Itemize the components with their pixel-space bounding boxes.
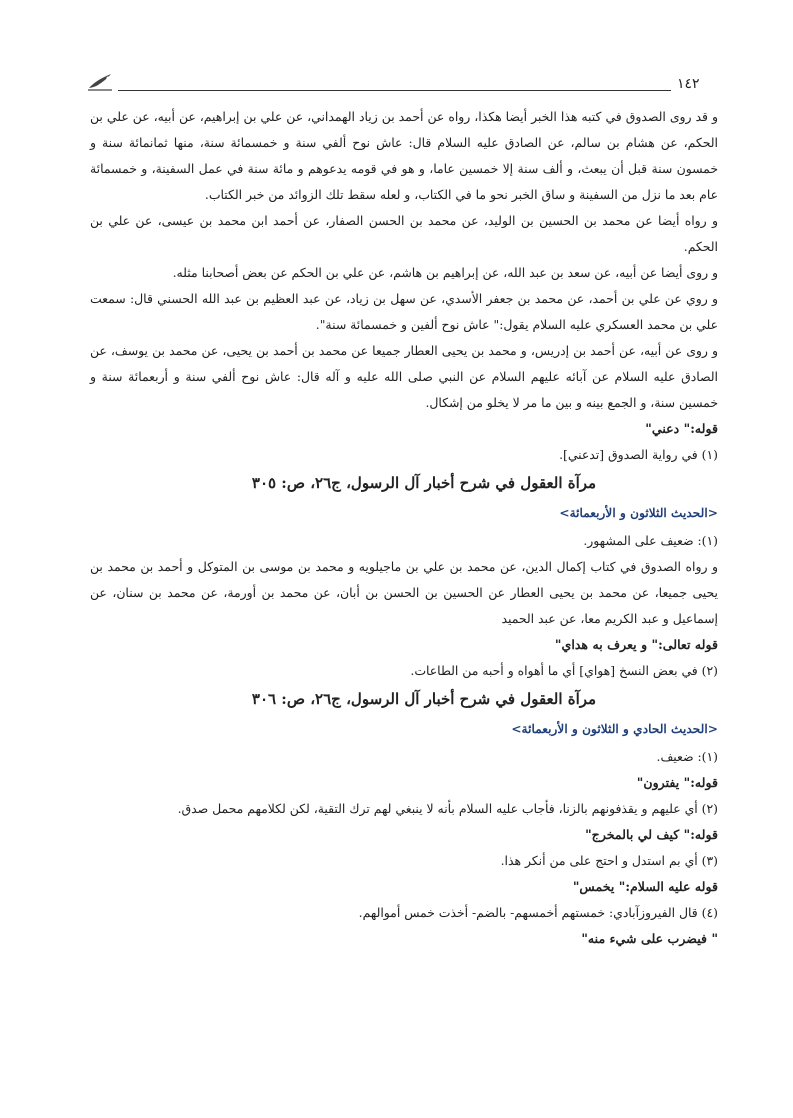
header-rule bbox=[118, 90, 671, 91]
section-title: مرآة العقول في شرح أخبار آل الرسول، ج‏٢٦، ص: ٣٠٦ bbox=[251, 690, 597, 708]
page-content bbox=[90, 104, 718, 952]
quote-heading: قوله:" كيف لي بالمخرج" bbox=[585, 827, 718, 842]
body-paragraph: و روى عن أبيه، عن أحمد بن إدريس، و محمد بن يحيى العطار جميعا عن محمد بن أحمد بن يحيى، عن محمد بن يوسف، عن الصادق عليه السلام عن آبائه عليهم السلام عن النبي صلى الله عليه و آله قال: عاش نوح ألفي سنة و أربعمائة سنة و خمسين سنة، و الجمع بينه و بين ما مر لا يخلو من إشكال. bbox=[90, 343, 718, 410]
hadith-heading: <الحديث الحادي و الثلاثون و الأربعمائة> bbox=[511, 722, 718, 736]
footnote: (١): ضعيف على المشهور. bbox=[583, 533, 718, 548]
quote-heading: قوله:" دعني" bbox=[645, 421, 718, 436]
body-paragraph: و رواه الصدوق في كتاب إكمال الدين، عن محمد بن علي بن ماجيلويه و محمد بن موسى بن المتوكل و أحمد بن محمد بن يحيى جميعا، عن محمد بن يحيى العطار عن الحسين بن الحسن بن أبان، عن محمد بن أورمة، عن محمد بن سنان، عن إسماعيل و عبد الكريم معا، عن عبد الحميد bbox=[90, 559, 718, 626]
footnote: (٣) أي بم استدل و احتج على من أنكر هذا. bbox=[500, 853, 718, 868]
footnote: (٢) أي عليهم و يقذفونهم بالزنا، فأجاب عليه السلام بأنه لا ينبغي لهم ترك التقية، لكن لكلامهم محمل صدق. bbox=[177, 801, 718, 816]
body-paragraph: و قد روى الصدوق في كتبه هذا الخبر أيضا هكذا، رواه عن أحمد بن زياد الهمداني، عن علي بن إبراهيم، عن أبيه، عن علي بن الحكم، عن هشام بن سالم، عن الصادق عليه السلام قال: عاش نوح ألفي سنة و خمسمائة سنة، منها ثمانمائة سنة و خمسون سنة قبل أن يبعث، و ألف سنة إلا خمسين عاما، و هو في قومه يدعوهم و مائة سنة في عمل السفينة، و خمسمائة عام بعد ما نزل من السفينة و ساق الخبر نحو ما في الكتاب، و لعله سقط تلك الزوائد من خبر الكتاب. bbox=[90, 109, 718, 202]
footnote: (٢) في بعض النسخ [هواي] أي ما أهواه و أحبه من الطاعات. bbox=[410, 663, 718, 678]
section-title: مرآة العقول في شرح أخبار آل الرسول، ج‏٢٦، ص: ٣٠٥ bbox=[251, 474, 597, 492]
quill-ornament-icon bbox=[86, 70, 116, 92]
body-paragraph: و رواه أيضا عن محمد بن الحسين بن الوليد، عن محمد بن الحسن الصفار، عن أحمد ابن محمد بن عيسى، عن علي بن الحكم. bbox=[90, 213, 718, 254]
quote-heading: قوله تعالى:" و يعرف به هداي" bbox=[554, 637, 718, 652]
body-paragraph: و روي عن علي بن أحمد، عن محمد بن جعفر الأسدي، عن سهل بن زياد، عن عبد العظيم بن عبد الله الحسني قال: سمعت علي بن محمد العسكري عليه السلام يقول:" عاش نوح ألفين و خمسمائة سنة". bbox=[90, 291, 718, 332]
footnote: (٤) قال الفيروزآبادي: خمستهم أخمسهم- بالضم- أخذت خمس أموالهم. bbox=[358, 905, 718, 920]
page-number: ١٤٢ bbox=[677, 76, 700, 92]
hadith-heading: <الحديث الثلاثون و الأربعمائة> bbox=[559, 506, 718, 520]
quote-heading: " فيضرب على شي‏ء منه" bbox=[581, 931, 718, 946]
body-paragraph: و روى أيضا عن أبيه، عن سعد بن عبد الله، عن إبراهيم بن هاشم، عن علي بن الحكم عن بعض أصحابنا مثله. bbox=[172, 265, 718, 280]
quote-heading: قوله عليه السلام:" يخمس" bbox=[572, 879, 718, 894]
quote-heading: قوله:" يفترون" bbox=[636, 775, 718, 790]
footnote: (١) في رواية الصدوق [تدعني]. bbox=[559, 447, 718, 462]
footnote: (١): ضعيف. bbox=[656, 749, 718, 764]
